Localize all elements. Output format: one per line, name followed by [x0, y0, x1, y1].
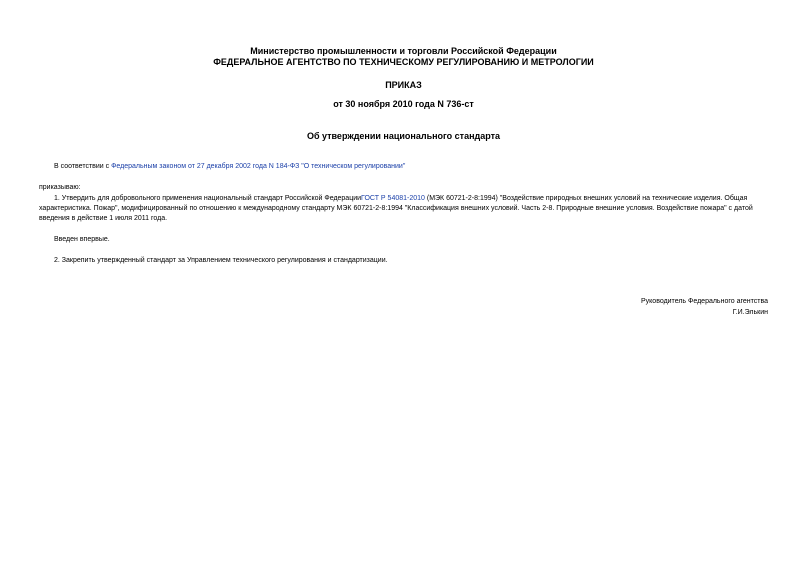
item1-line3: введения в действие 1 июля 2011 года. — [39, 215, 168, 222]
signatory-position: Руководитель Федерального агентства — [640, 298, 768, 305]
first-introduced-note: Введен впервые. — [54, 236, 110, 243]
intro-text: В соответствии с — [54, 163, 112, 170]
federal-law-link[interactable]: Федеральным законом от 27 декабря 2002 года N 184-ФЗ "О техническом регулировании" — [111, 163, 406, 170]
item1-line1 — [54, 194, 747, 204]
document-date-number: от 30 ноября 2010 года N 736-ст — [333, 99, 474, 109]
intro-paragraph — [54, 162, 405, 172]
item1-line2: характеристика. Пожар", модифицированный по отношению к международному стандарту МЭК 60721-2-8:1994 "Классификация внешних условий. Часть 2-8. Природные внешние условия. Воздействие пожара" с датой — [39, 205, 753, 212]
document-type: ПРИКАЗ — [385, 80, 422, 90]
item1-text: 1. Утвердить для добровольного применения национальный стандарт Российской Федерации — [54, 195, 362, 202]
item1-text-cont: (МЭК 60721-2-8:1994) "Воздействие природных внешних условий на технические изделия. Общая — [424, 195, 748, 202]
gost-link[interactable]: ГОСТ Р 54081-2010 — [361, 195, 425, 202]
item2-paragraph: 2. Закрепить утвержденный стандарт за Управлением технического регулирования и стандартизации. — [54, 257, 388, 264]
document-subject: Об утверждении национального стандарта — [306, 131, 501, 141]
agency-name: ФЕДЕРАЛЬНОЕ АГЕНТСТВО ПО ТЕХНИЧЕСКОМУ РЕГУЛИРОВАНИЮ И МЕТРОЛОГИИ — [213, 57, 594, 67]
document-header — [0, 46, 807, 68]
order-word: приказываю: — [39, 184, 81, 191]
signatory-name: Г.И.Элькин — [732, 309, 768, 316]
ministry-name: Министерство промышленности и торговли Российской Федерации — [250, 46, 557, 56]
